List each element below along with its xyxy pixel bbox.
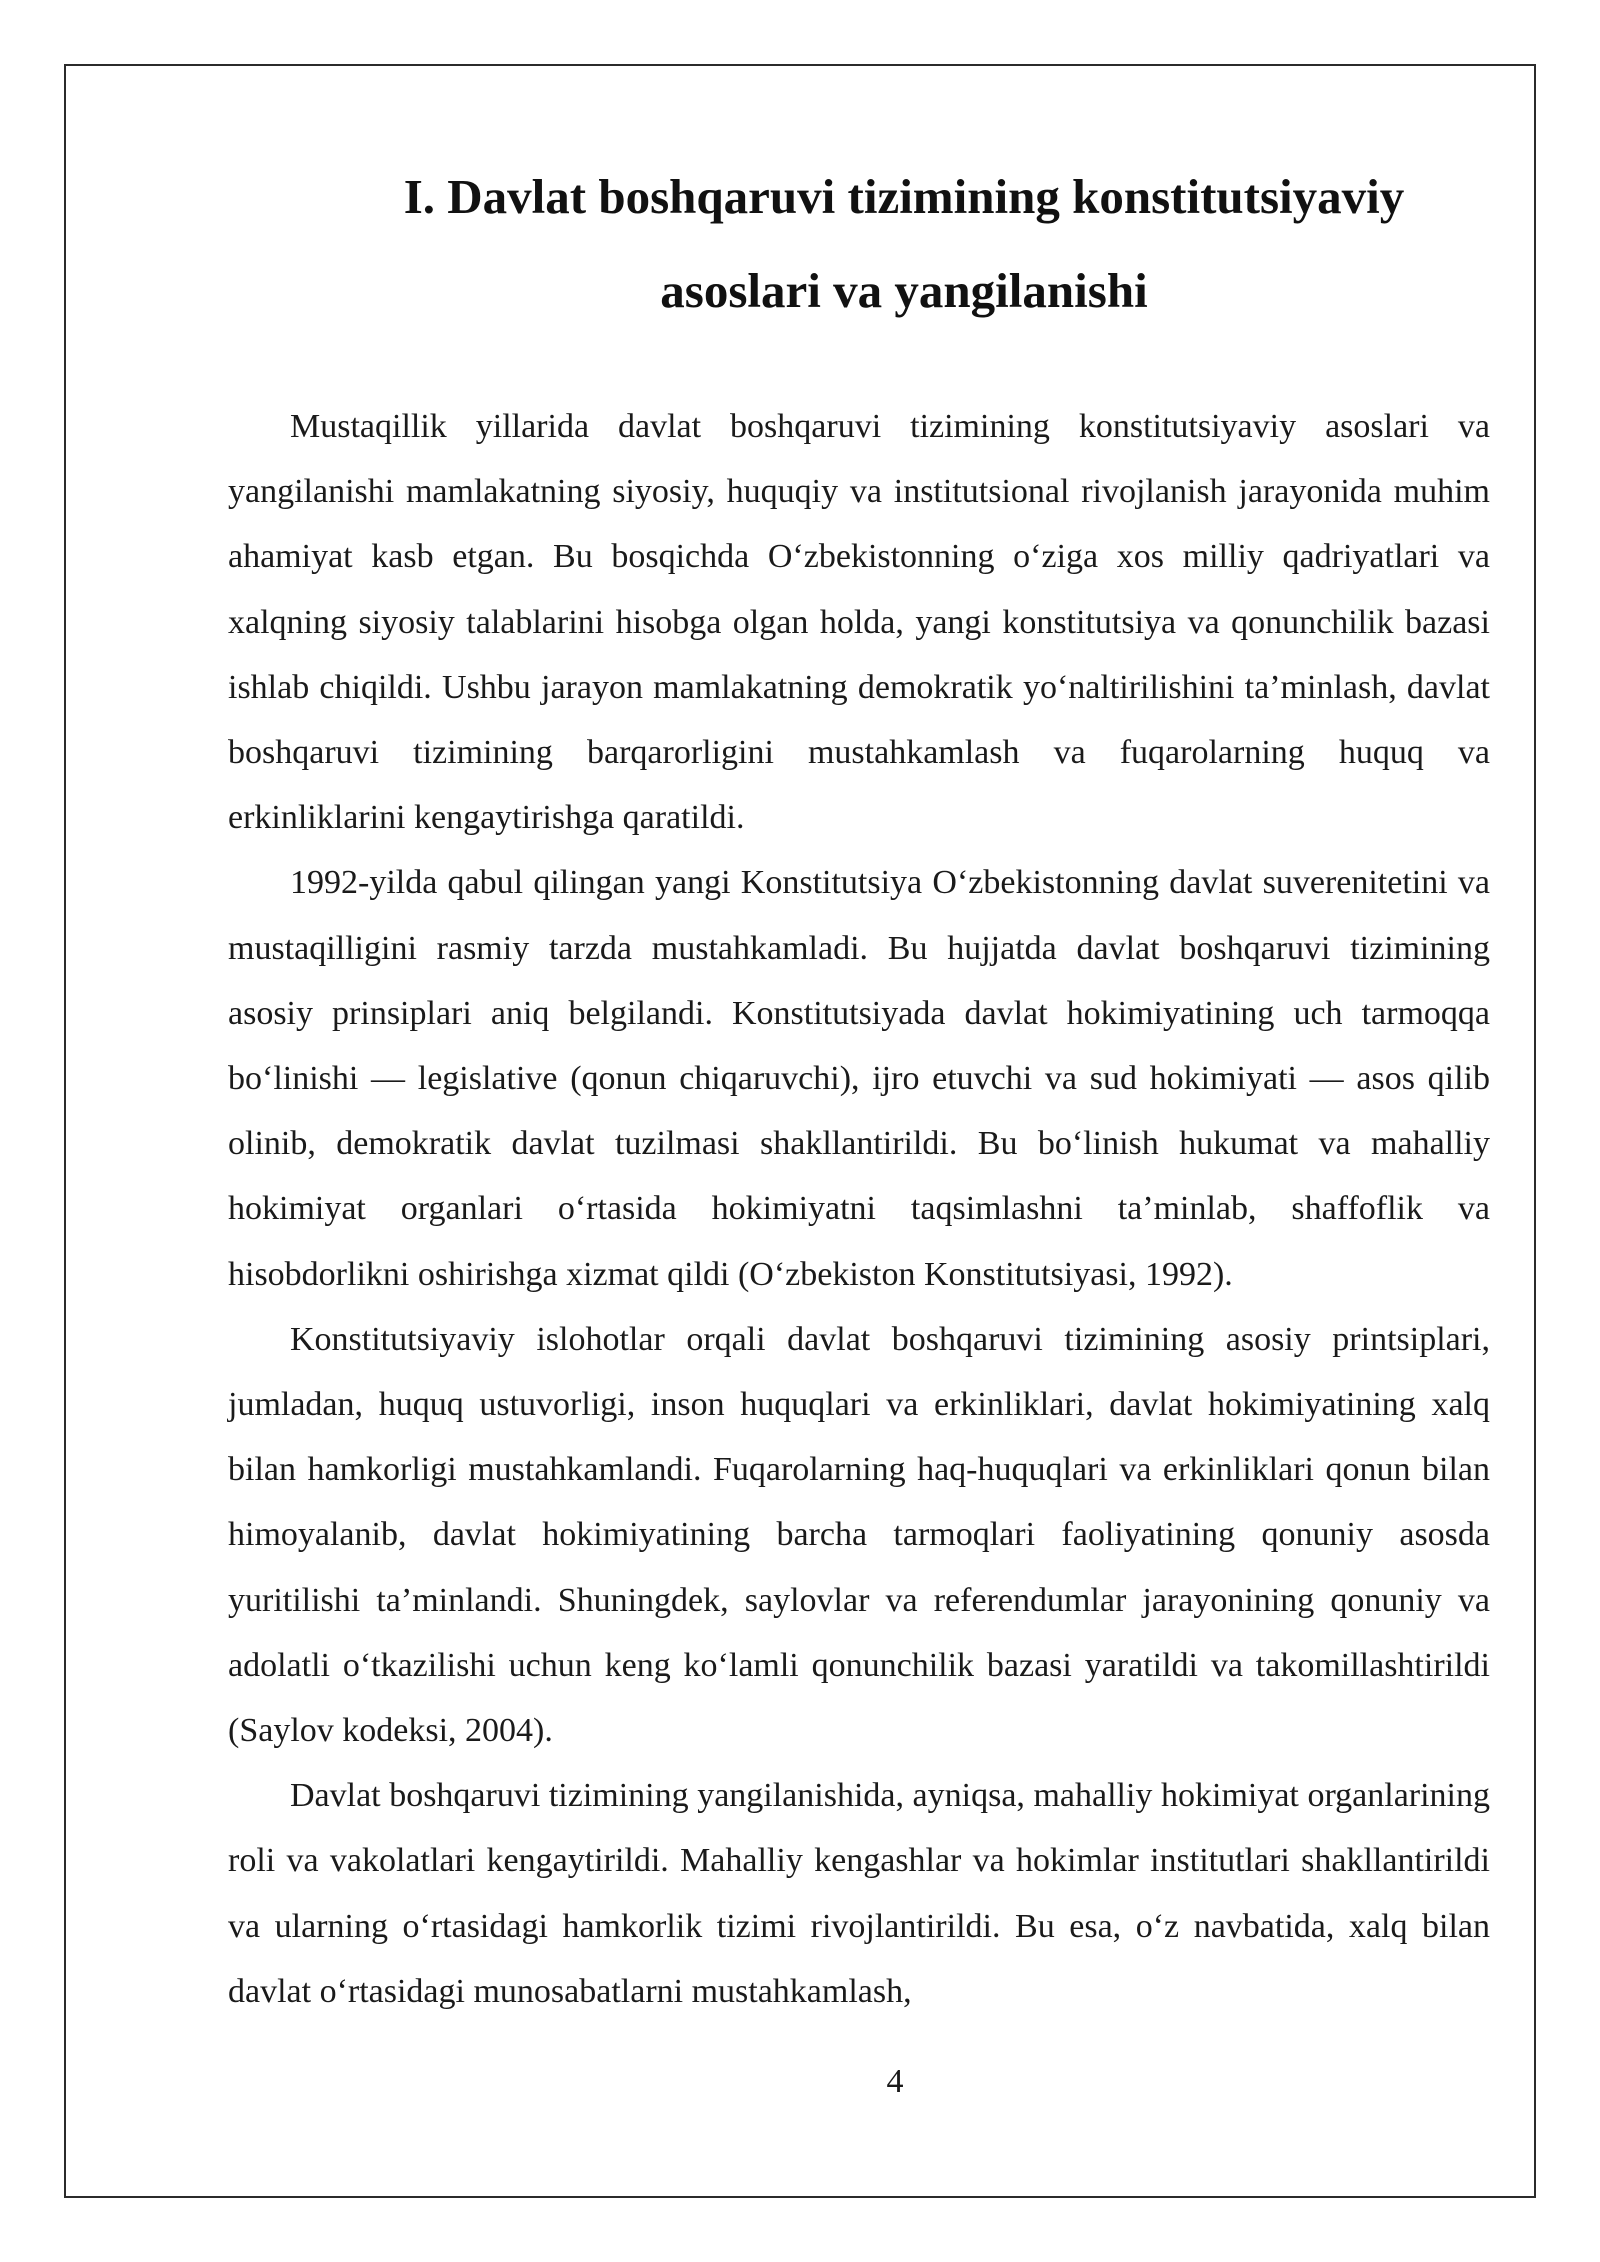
paragraph: Konstitutsiyaviy islohotlar orqali davlat boshqaruvi tizimining asosiy printsiplari, jumladan, huquq ustuvorligi, inson huquqlari va erkinliklari, davlat hokimiyatining xalq bilan hamkorligi mustahkamlandi. Fuqarolarning haq-huquqlari va erkinliklari qonun bilan himoyalanib, davlat hokimiyatining barcha tarmoqlari faoliyatining qonuniy asosda yuritilishi ta’minlandi. Shuningdek, saylovlar va referendumlar jarayonining qonuniy va adolatli o‘tkazilishi uchun keng ko‘lamli qonunchilik bazasi yaratildi va takomillashtirildi (Saylov kodeksi, 2004). (228, 1320, 1490, 1750)
section-heading (228, 150, 1490, 338)
document-content (228, 150, 1490, 2024)
page-number: 4 (886, 2063, 904, 2100)
paragraph: 1992-yilda qabul qilingan yangi Konstitutsiya O‘zbekistonning davlat suverenitetini va mustaqilligini rasmiy tarzda mustahkamladi. Bu hujjatda davlat boshqaruvi tizimining asosiy prinsiplari aniq belgilandi. Konstitutsiyada davlat hokimiyatining uch tarmoqqa bo‘linishi — legislative (qonun chiqaruvchi), ijro etuvchi va sud hokimiyati — asos qilib olinib, demokratik davlat tuzilmasi shakllantirildi. Bu bo‘linish hukumat va mahalliy hokimiyat organlari o‘rtasida hokimiyatni taqsimlashni ta’minlab, shaffoflik va hisobdorlikni oshirishga xizmat qildi (O‘zbekiston Konstitutsiyasi, 1992). (228, 864, 1490, 1293)
section-heading-line-2: asoslari va yangilanishi (660, 263, 1148, 318)
section-heading-line-1: I. Davlat boshqaruvi tizimining konstitutsiyaviy (403, 169, 1405, 224)
paragraph: Mustaqillik yillarida davlat boshqaruvi tizimining konstitutsiyaviy asoslari va yangilanishi mamlakatning siyosiy, huquqiy va institutsional rivojlanish jarayonida muhim ahamiyat kasb etgan. Bu bosqichda O‘zbekistonning o‘ziga xos milliy qadriyatlari va xalqning siyosiy talablarini hisobga olgan holda, yangi konstitutsiya va qonunchilik bazasi ishlab chiqildi. Ushbu jarayon mamlakatning demokratik yo‘naltirilishini ta’minlash, davlat boshqaruvi tizimining barqarorligini mustahkamlash va fuqarolarning huquq va erkinliklarini kengaytirishga qaratildi. (228, 408, 1490, 837)
body-text (228, 394, 1490, 2024)
paragraph: Davlat boshqaruvi tizimining yangilanishida, ayniqsa, mahalliy hokimiyat organlarining roli va vakolatlari kengaytirildi. Mahalliy kengashlar va hokimlar institutlari shakllantirildi va ularning o‘rtasidagi hamkorlik tizimi rivojlantirildi. Bu esa, o‘z navbatida, xalq bilan davlat o‘rtasidagi munosabatlarni mustahkamlash, (228, 1777, 1490, 2010)
